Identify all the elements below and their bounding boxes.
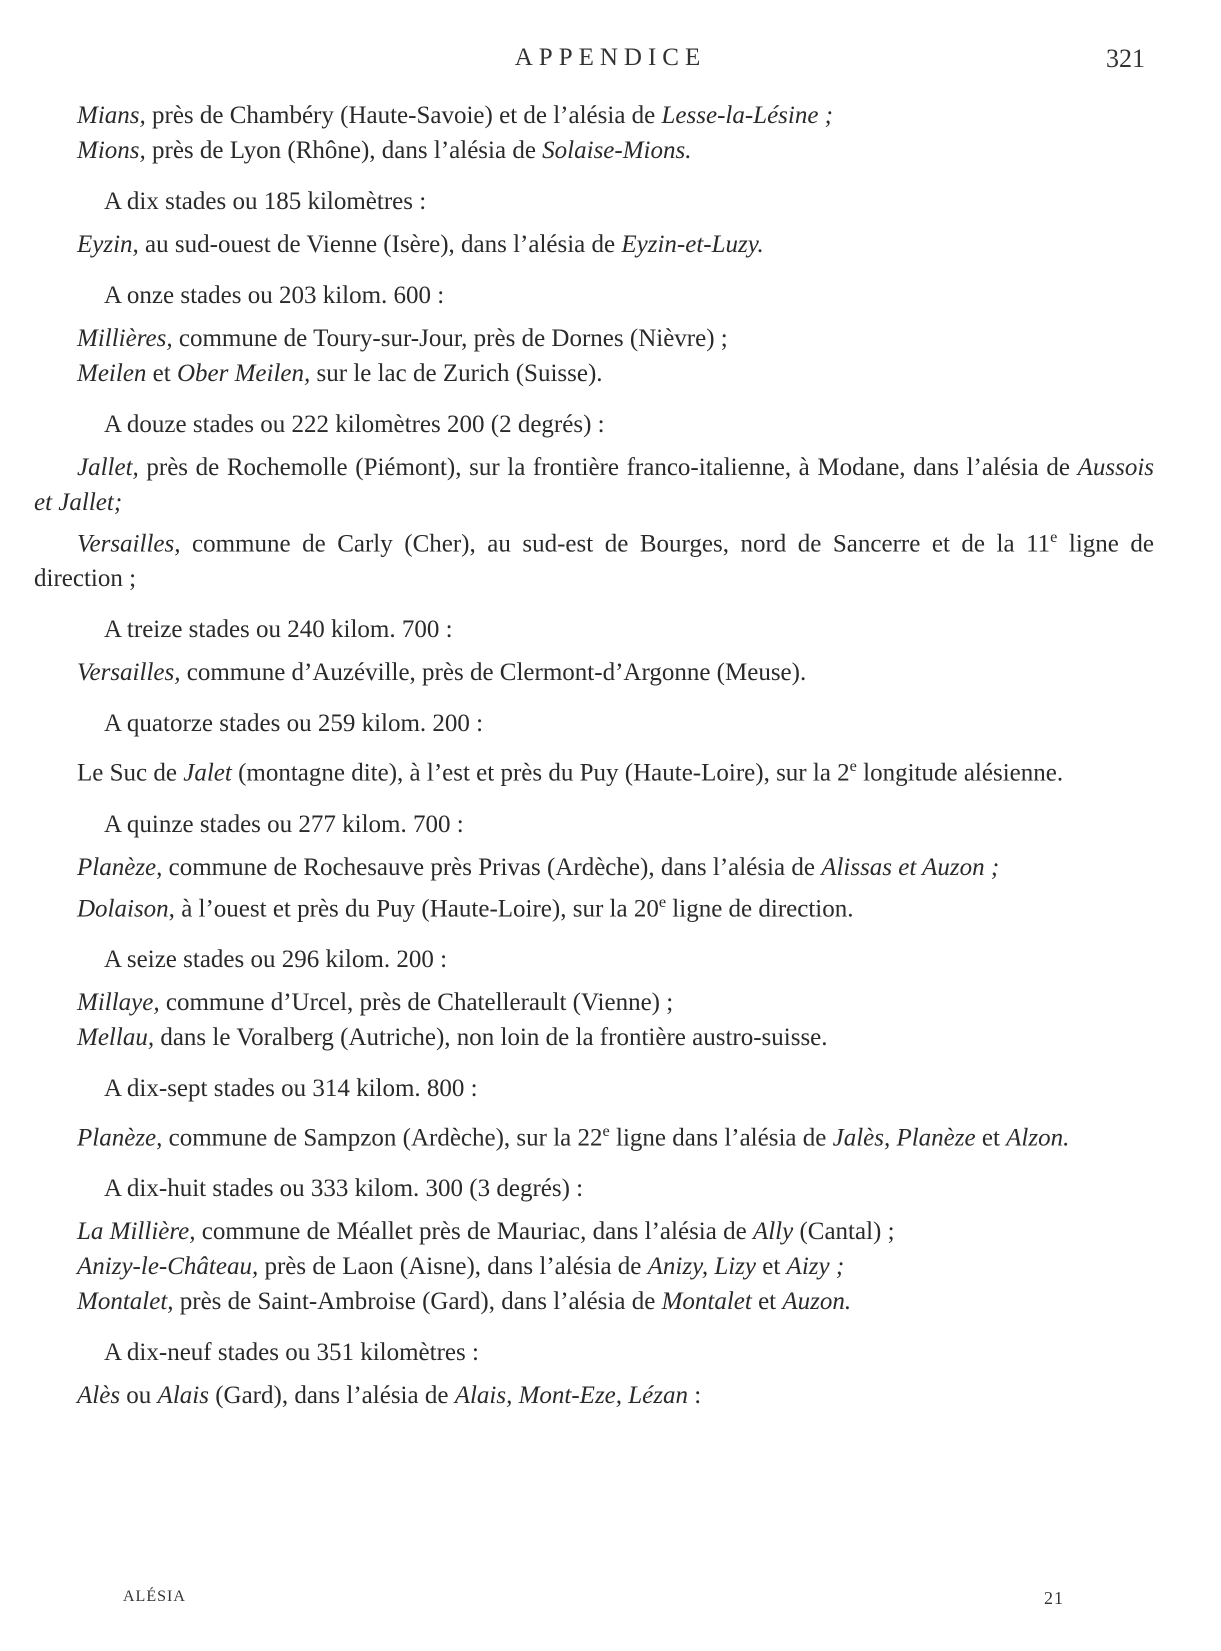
entry-mians: Mians, près de Chambéry (Haute-Savoie) et de l’alésia de Lesse-la-Lésine ; <box>77 102 834 129</box>
running-head: APPENDICE <box>514 44 707 71</box>
entry-planeze-sampzon: Planèze, commune de Sampzon (Ardèche), sur la 22e ligne dans l’alésia de Jalès, Planèze et Alzon. <box>77 1121 1070 1152</box>
section-heading-treize: A treize stades ou 240 kilom. 700 : <box>104 616 453 644</box>
entry-versailles-auzeville: Versailles, commune d’Auzéville, près de Clermont-d’Argonne (Meuse). <box>77 659 807 687</box>
entry-la-milliere: La Millière, commune de Méallet près de Mauriac, dans l’alésia de Ally (Cantal) ; <box>77 1218 895 1246</box>
entry-suc-de-jalet: Le Suc de Jalet (montagne dite), à l’est et près du Puy (Haute-Loire), sur la 2e longitude alésienne. <box>77 757 1064 787</box>
section-heading-dix: A dix stades ou 185 kilomètres : <box>104 188 427 215</box>
entry-eyzin: Eyzin, au sud-ouest de Vienne (Isère), dans l’alésia de Eyzin-et-Luzy. <box>77 231 764 258</box>
sheet-number: 21 <box>1044 1588 1064 1608</box>
entry-millieres: Millières, commune de Toury-sur-Jour, près de Dornes (Nièvre) ; <box>77 325 728 352</box>
page-footer <box>0 1588 1221 1618</box>
page-number: 321 <box>1106 44 1145 73</box>
page-header <box>0 44 1221 84</box>
entry-millaye: Millaye, commune d’Urcel, près de Chatellerault (Vienne) ; <box>77 988 674 1016</box>
entry-ales: Alès ou Alais (Gard), dans l’alésia de Alais, Mont-Eze, Lézan : <box>77 1382 702 1410</box>
section-heading-quatorze: A quatorze stades ou 259 kilom. 200 : <box>104 710 484 738</box>
entry-versailles-carly: Versailles, commune de Carly (Cher), au sud-est de Bourges, nord de Sancerre et de la 11e ligne de direction ; <box>34 528 1154 593</box>
section-heading-dix-neuf: A dix-neuf stades ou 351 kilomètres : <box>104 1339 479 1367</box>
section-heading-quinze: A quinze stades ou 277 kilom. 700 : <box>104 810 464 838</box>
entry-anizy: Anizy-le-Château, près de Laon (Aisne), dans l’alésia de Anizy, Lizy et Aizy ; <box>77 1253 845 1281</box>
entry-meilen: Meilen et Ober Meilen, sur le lac de Zurich (Suisse). <box>77 360 603 387</box>
signature-mark: ALÉSIA <box>123 1588 186 1605</box>
section-heading-dix-sept: A dix-sept stades ou 314 kilom. 800 : <box>104 1074 478 1102</box>
section-heading-seize: A seize stades ou 296 kilom. 200 : <box>104 945 448 973</box>
section-heading-douze: A douze stades ou 222 kilomètres 200 (2 degrés) : <box>104 411 605 438</box>
section-heading-dix-huit: A dix-huit stades ou 333 kilom. 300 (3 degrés) : <box>104 1175 584 1203</box>
entry-mions: Mions, près de Lyon (Rhône), dans l’alésia de Solaise-Mions. <box>77 137 692 164</box>
entry-planeze-rochesauve: Planèze, commune de Rochesauve près Privas (Ardèche), dans l’alésia de Alissas et Auzon ; <box>77 853 1000 881</box>
entry-jallet: Jallet, près de Rochemolle (Piémont), sur la frontière franco-italienne, à Modane, dans l’alésia de Aussois et Jallet; <box>34 454 1154 516</box>
entry-mellau: Mellau, dans le Voralberg (Autriche), non loin de la frontière austro-suisse. <box>77 1023 828 1051</box>
entry-montalet: Montalet, près de Saint-Ambroise (Gard), dans l’alésia de Montalet et Auzon. <box>77 1288 852 1316</box>
entry-dolaison: Dolaison, à l’ouest et près du Puy (Haute-Loire), sur la 20e ligne de direction. <box>77 892 854 922</box>
page-body <box>34 98 1154 1413</box>
section-heading-onze: A onze stades ou 203 kilom. 600 : <box>104 282 445 309</box>
